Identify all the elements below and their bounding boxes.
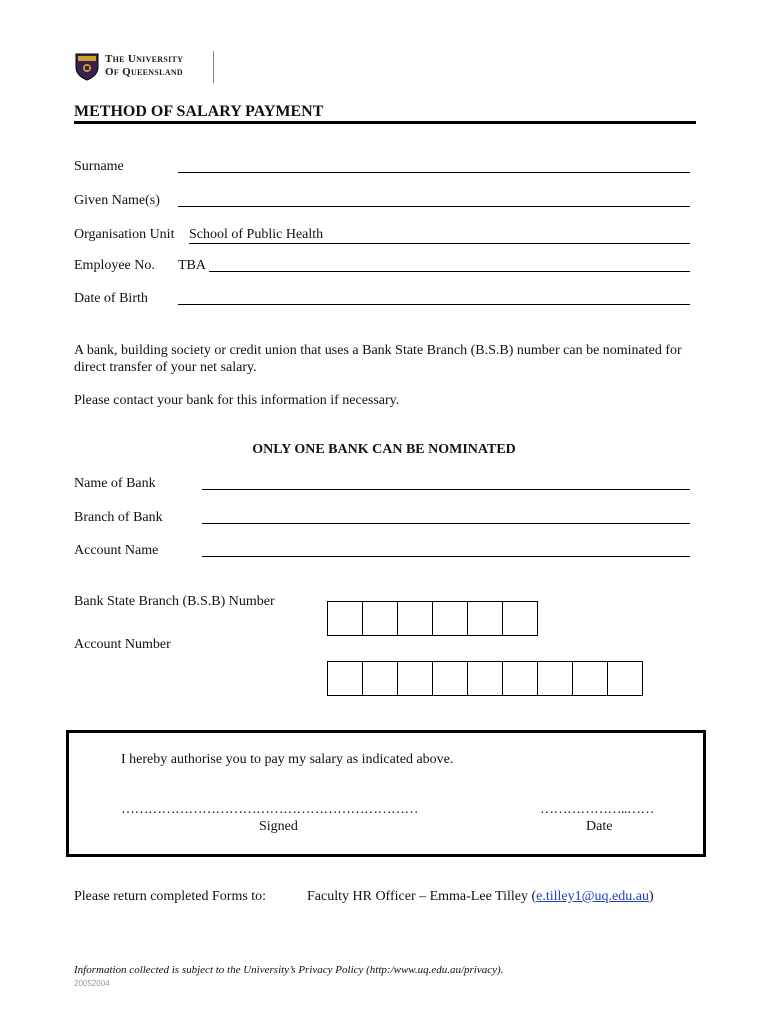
account-name-label: Account Name — [74, 543, 159, 558]
page-title: METHOD OF SALARY PAYMENT — [74, 103, 324, 120]
return-label: Please return completed Forms to: — [74, 889, 267, 904]
university-crest-icon — [75, 53, 99, 81]
university-logo — [75, 51, 220, 85]
organisation-unit-label: Organisation Unit — [74, 227, 175, 242]
account-number-digit-box[interactable] — [397, 661, 433, 696]
university-name-line1: The University — [105, 53, 184, 65]
employee-no-label: Employee No. — [74, 258, 155, 273]
authorisation-box — [66, 730, 706, 857]
authorisation-statement: I hereby authorise you to pay my salary as indicated above. — [121, 752, 454, 767]
bsb-digit-box[interactable] — [327, 601, 363, 636]
organisation-unit-line[interactable] — [189, 243, 690, 244]
intro-paragraph: A bank, building society or credit union that uses a Bank State Branch (B.S.B) number can be nominated for direct transfer of your net salary. — [74, 343, 682, 375]
account-number-digit-box[interactable] — [327, 661, 363, 696]
bsb-digit-box[interactable] — [502, 601, 538, 636]
title-rule — [74, 121, 696, 124]
given-names-label: Given Name(s) — [74, 193, 160, 208]
form-code: 20052004 — [74, 979, 110, 988]
bsb-label: Bank State Branch (B.S.B) Number — [74, 594, 275, 609]
recipient-text: Faculty HR Officer – Emma-Lee Tilley ( — [307, 889, 537, 904]
signed-label: Signed — [259, 819, 298, 834]
account-number-label: Account Number — [74, 637, 171, 652]
account-number-digit-box[interactable] — [537, 661, 573, 696]
employee-no-line[interactable] — [209, 271, 690, 272]
account-number-digit-box[interactable] — [607, 661, 643, 696]
bsb-digit-box[interactable] — [432, 601, 468, 636]
surname-label: Surname — [74, 159, 124, 174]
bsb-digit-box[interactable] — [397, 601, 433, 636]
surname-line[interactable] — [178, 172, 690, 173]
account-name-line[interactable] — [202, 556, 690, 557]
signature-line[interactable]: ………………………………………………………… — [121, 802, 418, 817]
bank-name-line[interactable] — [202, 489, 690, 490]
return-recipient — [307, 889, 654, 905]
privacy-note: Information collected is subject to the University’s Privacy Policy (http:/www.uq.edu.au/privacy). — [74, 964, 504, 976]
contact-paragraph: Please contact your bank for this information if necessary. — [74, 393, 400, 408]
given-names-line[interactable] — [178, 206, 690, 207]
date-of-birth-line[interactable] — [178, 304, 690, 305]
email-link[interactable]: e.tilley1@uq.edu.au — [536, 889, 649, 904]
account-number-box-row — [327, 661, 643, 696]
date-of-birth-label: Date of Birth — [74, 291, 148, 306]
account-number-digit-box[interactable] — [362, 661, 398, 696]
university-name-line2: Of Queensland — [105, 66, 183, 78]
bsb-box-row — [327, 601, 538, 636]
account-number-digit-box[interactable] — [432, 661, 468, 696]
logo-divider — [213, 51, 214, 83]
account-number-digit-box[interactable] — [467, 661, 503, 696]
bank-branch-label: Branch of Bank — [74, 510, 163, 525]
organisation-unit-value: School of Public Health — [189, 227, 324, 242]
employee-no-value: TBA — [178, 258, 206, 273]
bank-branch-line[interactable] — [202, 523, 690, 524]
account-number-digit-box[interactable] — [572, 661, 608, 696]
bsb-digit-box[interactable] — [467, 601, 503, 636]
date-line[interactable]: ………………..…… — [540, 802, 654, 817]
nominate-heading: ONLY ONE BANK CAN BE NOMINATED — [252, 442, 516, 457]
date-label: Date — [586, 819, 613, 834]
bsb-digit-box[interactable] — [362, 601, 398, 636]
recipient-close: ) — [648, 889, 654, 904]
bank-name-label: Name of Bank — [74, 476, 156, 491]
account-number-digit-box[interactable] — [502, 661, 538, 696]
